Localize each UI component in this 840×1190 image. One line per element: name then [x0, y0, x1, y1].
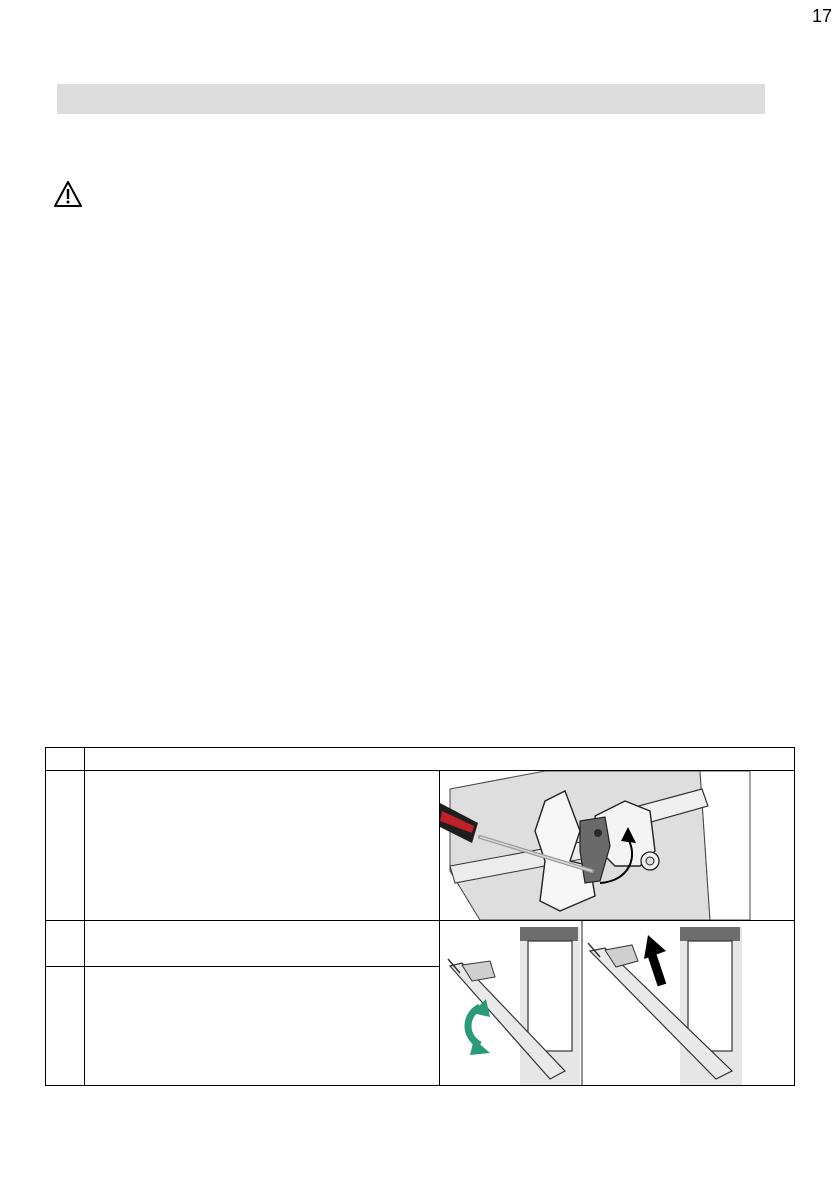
- screwdriver-hinge-lever-figure: [440, 771, 770, 920]
- warning-triangle-icon: [53, 180, 83, 208]
- table-row: [46, 921, 795, 967]
- step-text: [85, 921, 440, 967]
- figure-cell: [440, 921, 795, 1086]
- step-text: [85, 771, 440, 921]
- header-step-cell: [46, 748, 85, 771]
- steps-table: [45, 747, 795, 1086]
- step-number: [46, 966, 85, 1085]
- section-heading-bar: [57, 84, 765, 114]
- step-number: [46, 771, 85, 921]
- page-number: 17: [811, 6, 832, 26]
- step-text: [85, 966, 440, 1085]
- table-row: [46, 771, 795, 921]
- header-description-cell: [85, 748, 795, 771]
- figure-cell: [440, 771, 795, 921]
- step-number: [46, 921, 85, 967]
- table-header-row: [46, 748, 795, 771]
- door-removal-figure: [440, 921, 770, 1085]
